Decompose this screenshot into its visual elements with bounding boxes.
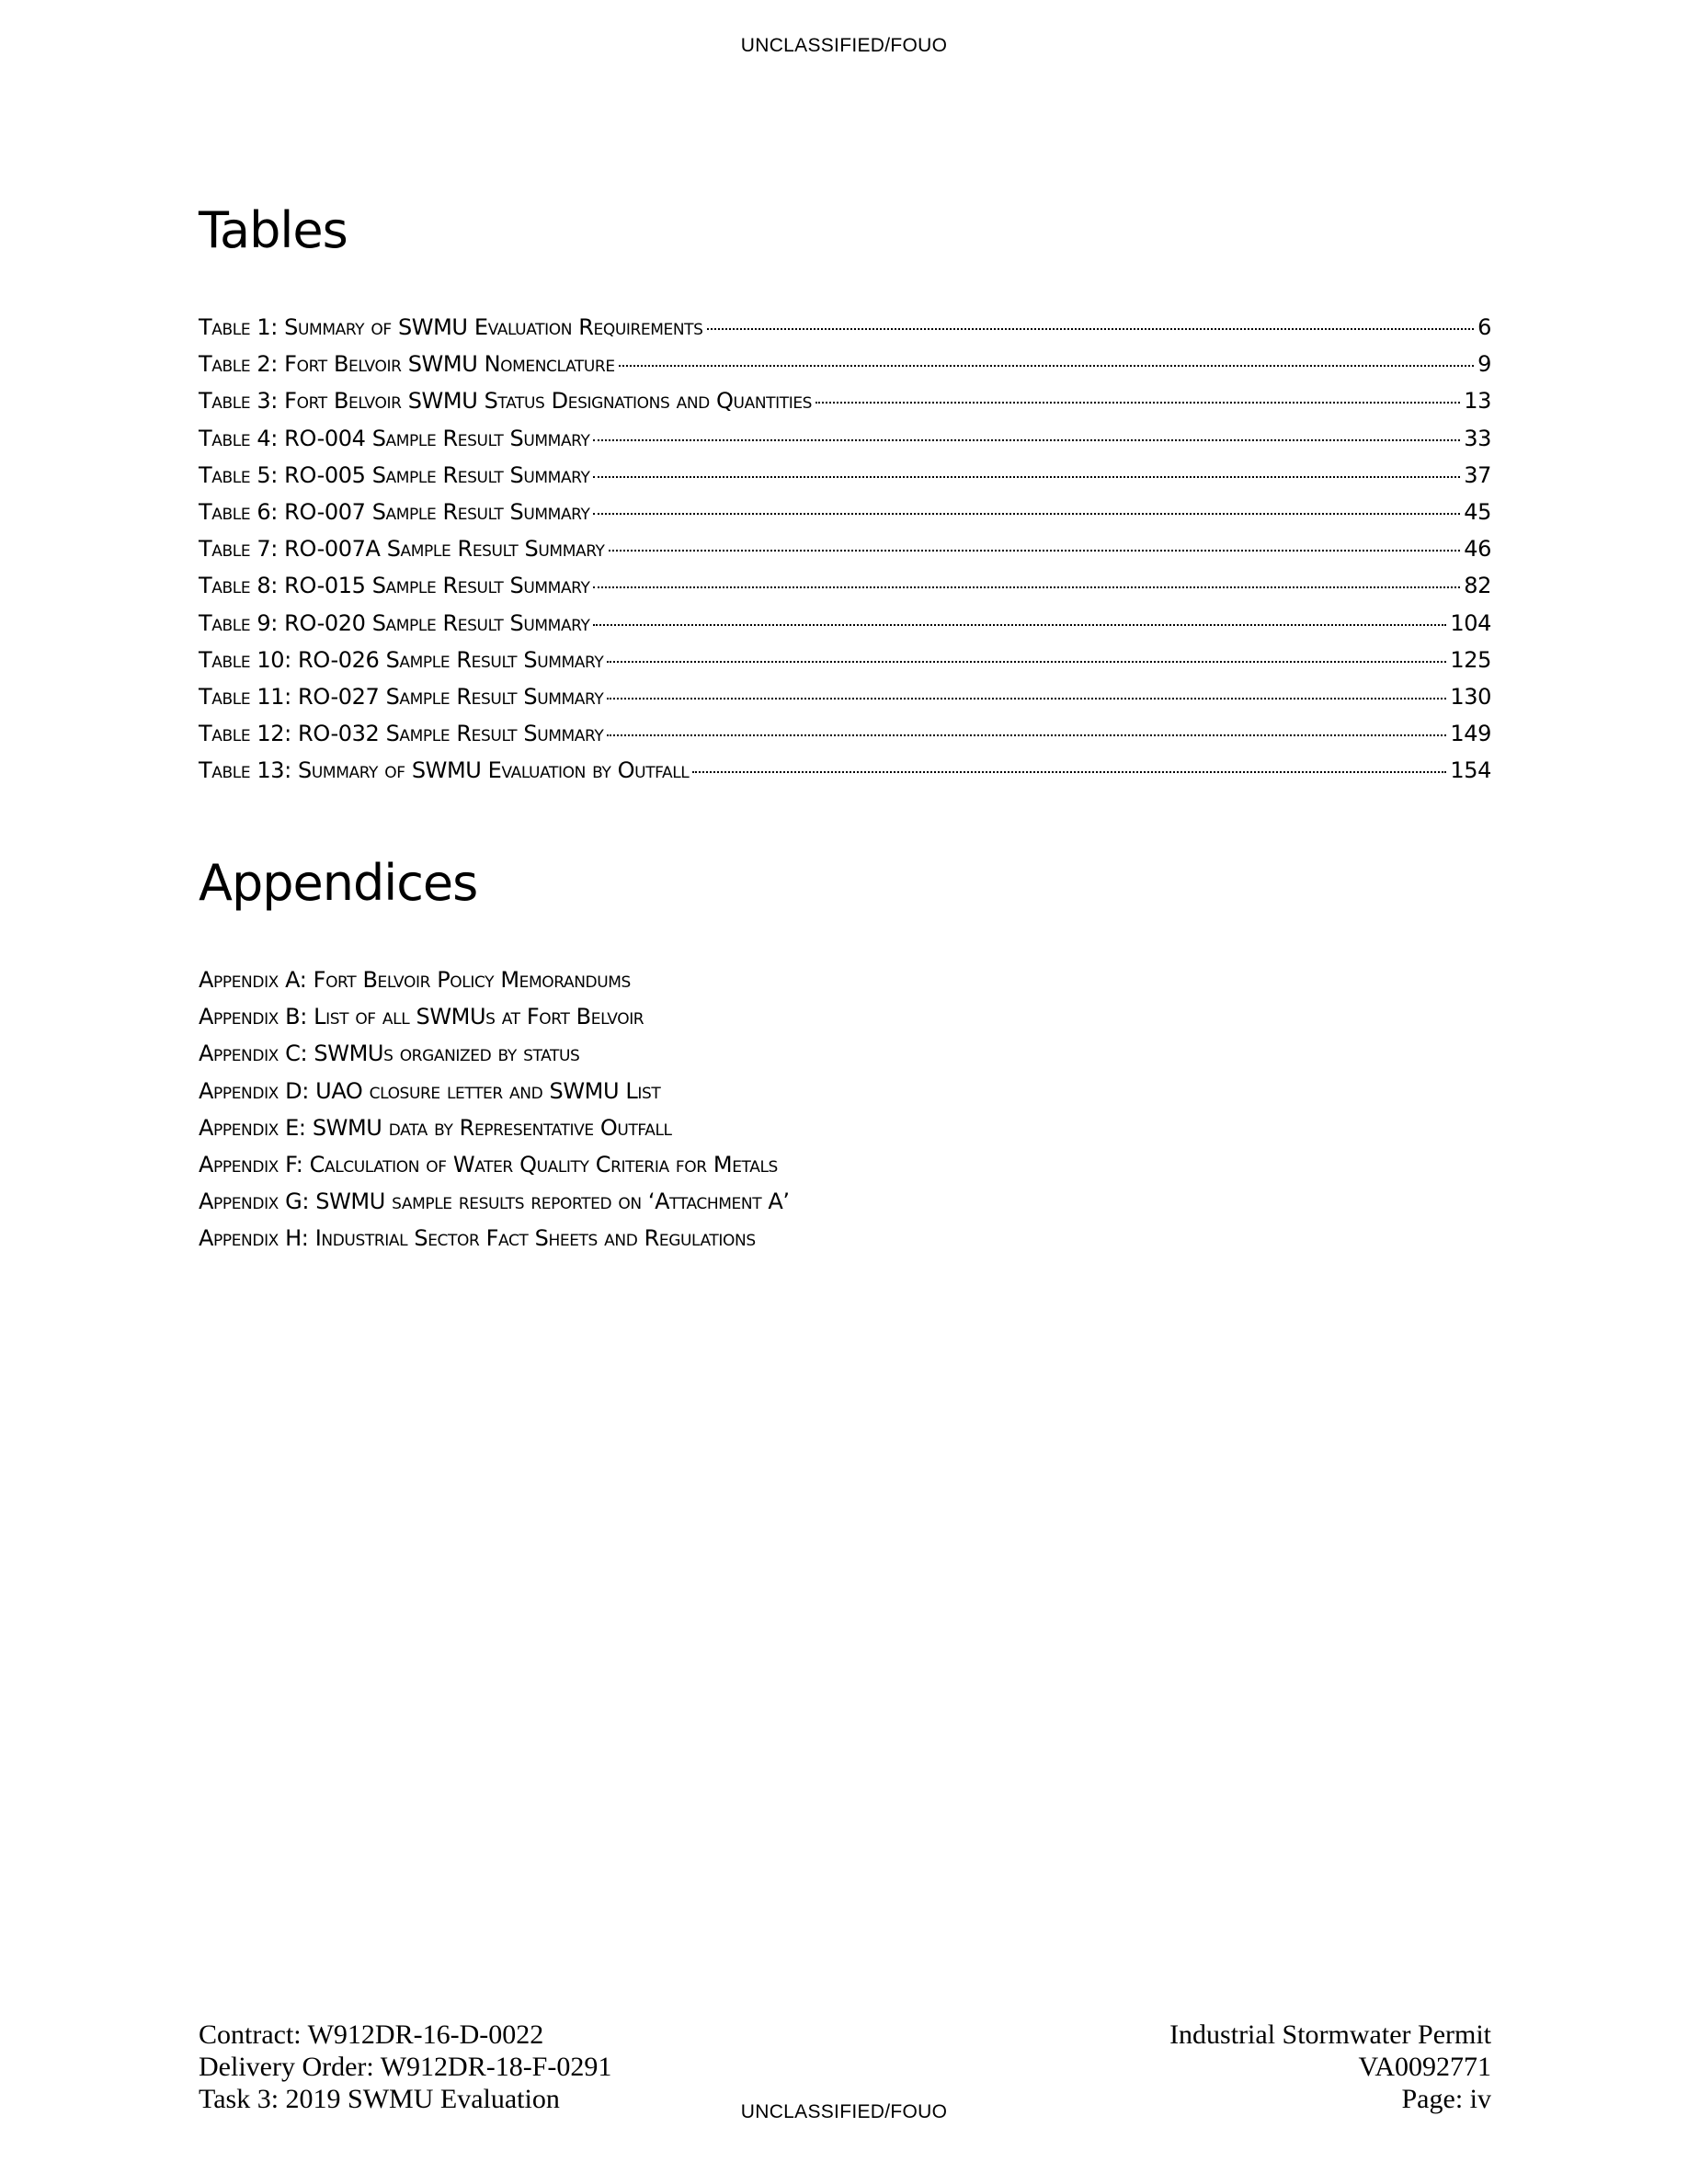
appendix-entry-h[interactable]: Appendix H: Industrial Sector Fact Sheets and Regulations [199,1225,756,1252]
toc-entry-table-1[interactable] [199,309,1491,346]
toc-entry-table-10[interactable] [199,642,1491,678]
toc-entry-title: Table 12: RO-032 Sample Result Summary [199,721,604,747]
toc-entry-page: 46 [1464,536,1491,563]
classification-marking-top: UNCLASSIFIED/FOUO [740,35,948,56]
toc-entry-page: 130 [1450,683,1491,710]
appendix-entry-c[interactable]: Appendix C: SWMUs organized by status [199,1041,580,1067]
dot-leader [593,476,1460,478]
toc-entry-table-7[interactable] [199,530,1491,567]
dot-leader [593,513,1460,515]
toc-entry-page: 82 [1464,573,1491,599]
footer-page-number: Page: iv [1401,2084,1491,2114]
toc-entry-page: 154 [1450,757,1491,784]
toc-entry-title: Table 8: RO-015 Sample Result Summary [199,573,590,599]
dot-leader [593,624,1446,626]
dot-leader [707,328,1475,330]
toc-entry-page: 37 [1464,461,1491,488]
footer-contract: Contract: W912DR-16-D-0022 [199,2019,544,2050]
appendix-entry-e[interactable]: Appendix E: SWMU data by Representative Outfall [199,1114,672,1141]
toc-entry-page: 149 [1450,721,1491,747]
toc-entry-table-2[interactable] [199,346,1491,382]
appendix-entry-g[interactable]: Appendix G: SWMU sample results reported on ‘Attachment A’ [199,1189,790,1215]
toc-entry-table-11[interactable] [199,678,1491,715]
dot-leader [607,698,1446,700]
footer-permit-name: Industrial Stormwater Permit [1169,2019,1491,2050]
appendix-entry-f[interactable]: Appendix F: Calculation of Water Quality Criteria for Metals [199,1151,778,1177]
dot-leader [593,439,1460,441]
toc-entry-page: 6 [1477,314,1491,340]
toc-entry-page: 13 [1464,388,1491,415]
dot-leader [609,550,1461,552]
dot-leader [593,586,1460,588]
appendix-entry-d[interactable]: Appendix D: UAO closure letter and SWMU List [199,1077,661,1104]
classification-marking-bottom: UNCLASSIFIED/FOUO [740,2101,948,2122]
toc-entry-table-6[interactable] [199,494,1491,530]
toc-entry-title: Table 11: RO-027 Sample Result Summary [199,683,604,710]
toc-entry-title: Table 7: RO-007A Sample Result Summary [199,536,605,563]
dot-leader [815,402,1460,404]
dot-leader [607,734,1446,736]
toc-entry-page: 9 [1477,351,1491,378]
toc-entry-title: Table 5: RO-005 Sample Result Summary [199,461,590,488]
footer-task: Task 3: 2019 SWMU Evaluation [199,2084,560,2114]
toc-entry-title: Table 3: Fort Belvoir SWMU Status Designations and Quantities [199,388,813,415]
footer-delivery-order: Delivery Order: W912DR-18-F-0291 [199,2052,612,2082]
toc-entry-table-13[interactable] [199,752,1491,789]
footer-permit-number: VA0092771 [1358,2052,1491,2082]
toc-entry-table-4[interactable] [199,420,1491,457]
tables-list [199,309,1491,789]
toc-entry-table-5[interactable] [199,457,1491,494]
toc-entry-table-9[interactable] [199,605,1491,642]
dot-leader [619,365,1474,367]
toc-entry-title: Table 1: Summary of SWMU Evaluation Requirements [199,314,703,340]
toc-entry-title: Table 9: RO-020 Sample Result Summary [199,609,590,636]
tables-heading: Tables [199,201,348,259]
toc-entry-table-8[interactable] [199,567,1491,604]
toc-entry-title: Table 6: RO-007 Sample Result Summary [199,498,590,525]
toc-entry-title: Table 13: Summary of SWMU Evaluation by Outfall [199,757,690,784]
toc-entry-page: 104 [1450,609,1491,636]
toc-entry-title: Table 2: Fort Belvoir SWMU Nomenclature [199,351,615,378]
appendix-entry-b[interactable]: Appendix B: List of all SWMUs at Fort Belvoir [199,1004,644,1030]
dot-leader [607,661,1446,663]
toc-entry-table-3[interactable] [199,382,1491,419]
appendices-heading: Appendices [199,854,478,912]
toc-entry-page: 45 [1464,498,1491,525]
toc-entry-title: Table 10: RO-026 Sample Result Summary [199,646,604,673]
toc-entry-title: Table 4: RO-004 Sample Result Summary [199,425,590,451]
appendix-entry-a[interactable]: Appendix A: Fort Belvoir Policy Memorandums [199,967,631,993]
appendices-list [199,961,790,1257]
toc-entry-page: 33 [1464,425,1491,451]
toc-entry-page: 125 [1450,646,1491,673]
dot-leader [692,771,1446,773]
toc-entry-table-12[interactable] [199,715,1491,752]
